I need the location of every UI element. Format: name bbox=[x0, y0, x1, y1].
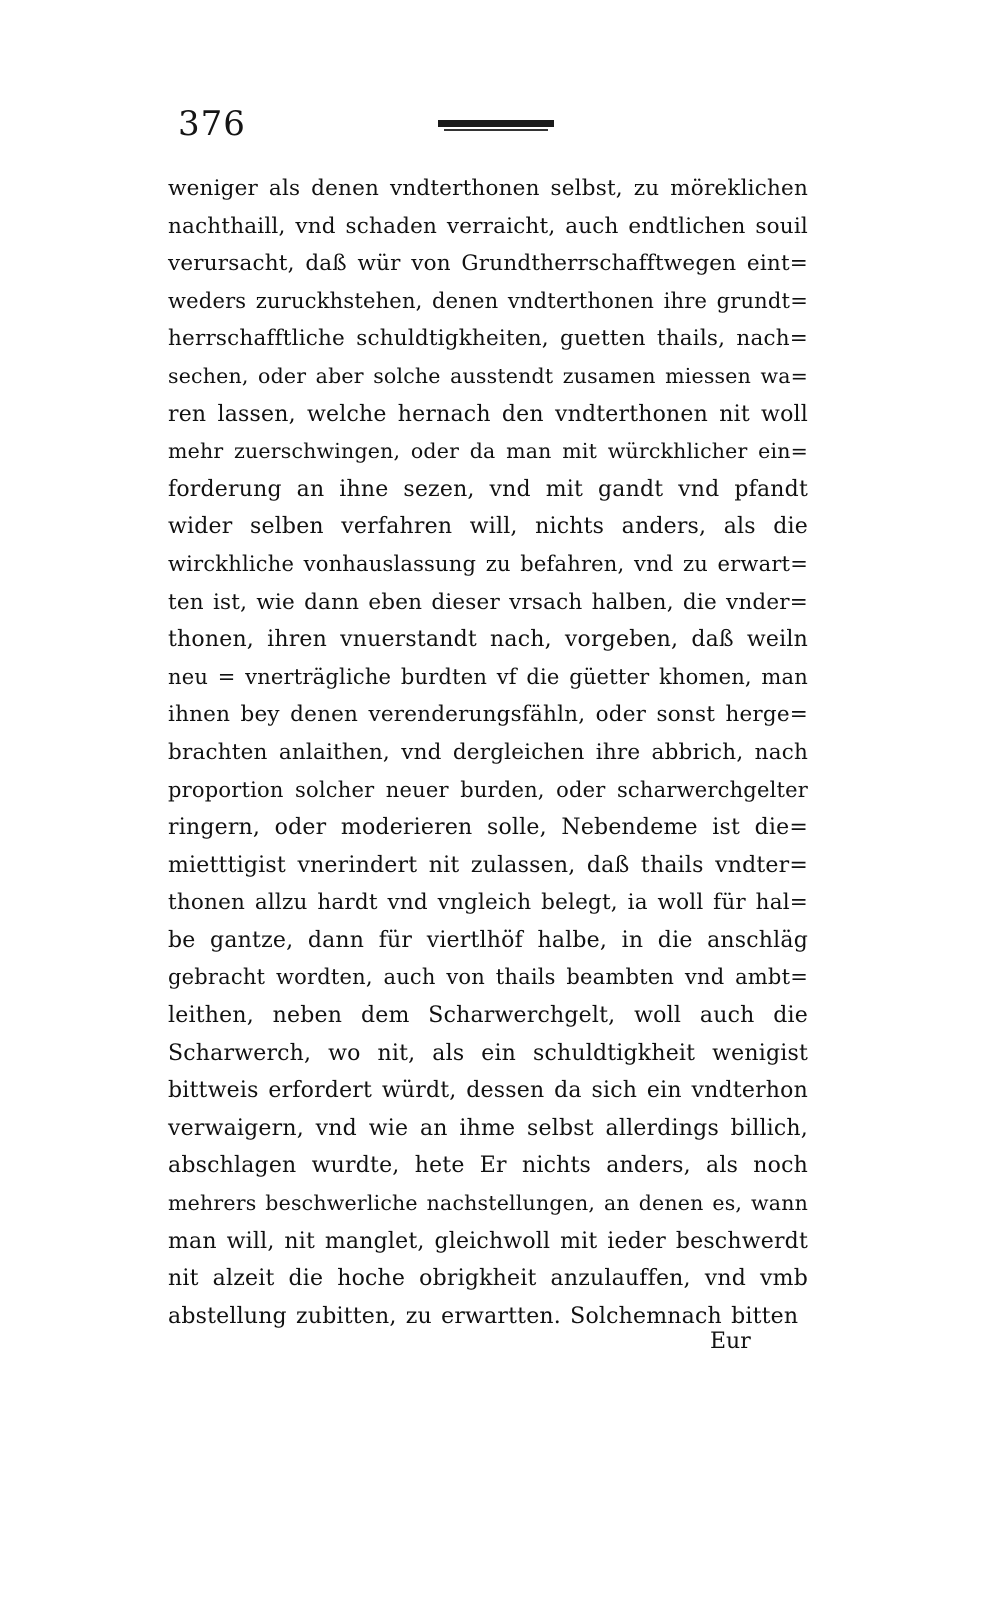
text-line: nit alzeit die hoche obrigkheit anzulauffen, vnd vmb bbox=[168, 1266, 808, 1292]
text-line: thonen allzu hardt vnd vngleich belegt, ia woll für hal= bbox=[168, 890, 808, 916]
text-line: man will, nit manglet, gleichwoll mit ieder beschwerdt bbox=[168, 1228, 808, 1254]
text-line: bittweis erfordert würdt, dessen da sich ein vndterhon bbox=[168, 1078, 808, 1104]
text-line: ihnen bey denen verenderungsfähln, oder sonst herge= bbox=[168, 702, 808, 728]
body-text bbox=[168, 170, 808, 1335]
ornament-rule bbox=[444, 129, 548, 131]
text-line: ringern, oder moderieren solle, Nebendeme ist die= bbox=[168, 815, 808, 841]
text-line: herrschafftliche schuldtigkheiten, guetten thails, nach= bbox=[168, 326, 808, 352]
text-line: gebracht wordten, auch von thails beambten vnd ambt= bbox=[168, 965, 808, 990]
text-line: mehr zuerschwingen, oder da man mit würckhlicher ein= bbox=[168, 439, 808, 464]
text-line: mietttigist vnerindert nit zulassen, daß thails vndter= bbox=[168, 852, 808, 878]
catchword: Eur bbox=[710, 1329, 751, 1354]
text-line: be gantze, dann für viertlhöf halbe, in die anschläg bbox=[168, 927, 808, 953]
text-line: forderung an ihne sezen, vnd mit gandt vnd pfandt bbox=[168, 476, 808, 502]
text-line: proportion solcher neuer burden, oder scharwerchgelter bbox=[168, 777, 808, 802]
text-line: Scharwerch, wo nit, als ein schuldtigkheit wenigist bbox=[168, 1040, 808, 1066]
text-line: verwaigern, vnd wie an ihme selbst allerdings billich, bbox=[168, 1115, 808, 1141]
text-line: wider selben verfahren will, nichts anders, als die bbox=[168, 514, 808, 540]
page-number: 376 bbox=[178, 104, 246, 144]
text-line: mehrers beschwerliche nachstellungen, an denen es, wann bbox=[168, 1191, 808, 1216]
text-line: abstellung zubitten, zu erwartten. Solchemnach bitten bbox=[168, 1303, 799, 1329]
ornament-bar bbox=[438, 120, 554, 127]
text-line: verursacht, daß wür von Grundtherrschafftwegen eint= bbox=[168, 251, 808, 277]
text-line: wirckhliche vonhauslassung zu befahren, vnd zu erwart= bbox=[168, 551, 808, 576]
text-line: abschlagen wurdte, hete Er nichts anders, als noch bbox=[168, 1153, 808, 1179]
text-line: leithen, neben dem Scharwerchgelt, woll auch die bbox=[168, 1003, 808, 1029]
text-line: thonen, ihren vnuerstandt nach, vorgeben, daß weiln bbox=[168, 627, 808, 653]
text-line: weders zuruckhstehen, denen vndterthonen ihre grundt= bbox=[168, 288, 808, 313]
header-ornament bbox=[438, 118, 554, 134]
text-line: sechen, oder aber solche ausstendt zusamen miessen wa= bbox=[168, 363, 808, 388]
text-line: ren lassen, welche hernach den vndterthonen nit woll bbox=[168, 401, 808, 427]
text-line: ten ist, wie dann eben dieser vrsach halben, die vnder= bbox=[168, 589, 808, 615]
text-line: nachthaill, vnd schaden verraicht, auch endtlichen souil bbox=[168, 213, 808, 239]
text-line: weniger als denen vndterthonen selbst, zu möreklichen bbox=[168, 176, 808, 201]
text-line: brachten anlaithen, vnd dergleichen ihre abbrich, nach bbox=[168, 739, 808, 765]
text-line: neu = vnerträgliche burdten vf die güetter khomen, man bbox=[168, 664, 808, 689]
